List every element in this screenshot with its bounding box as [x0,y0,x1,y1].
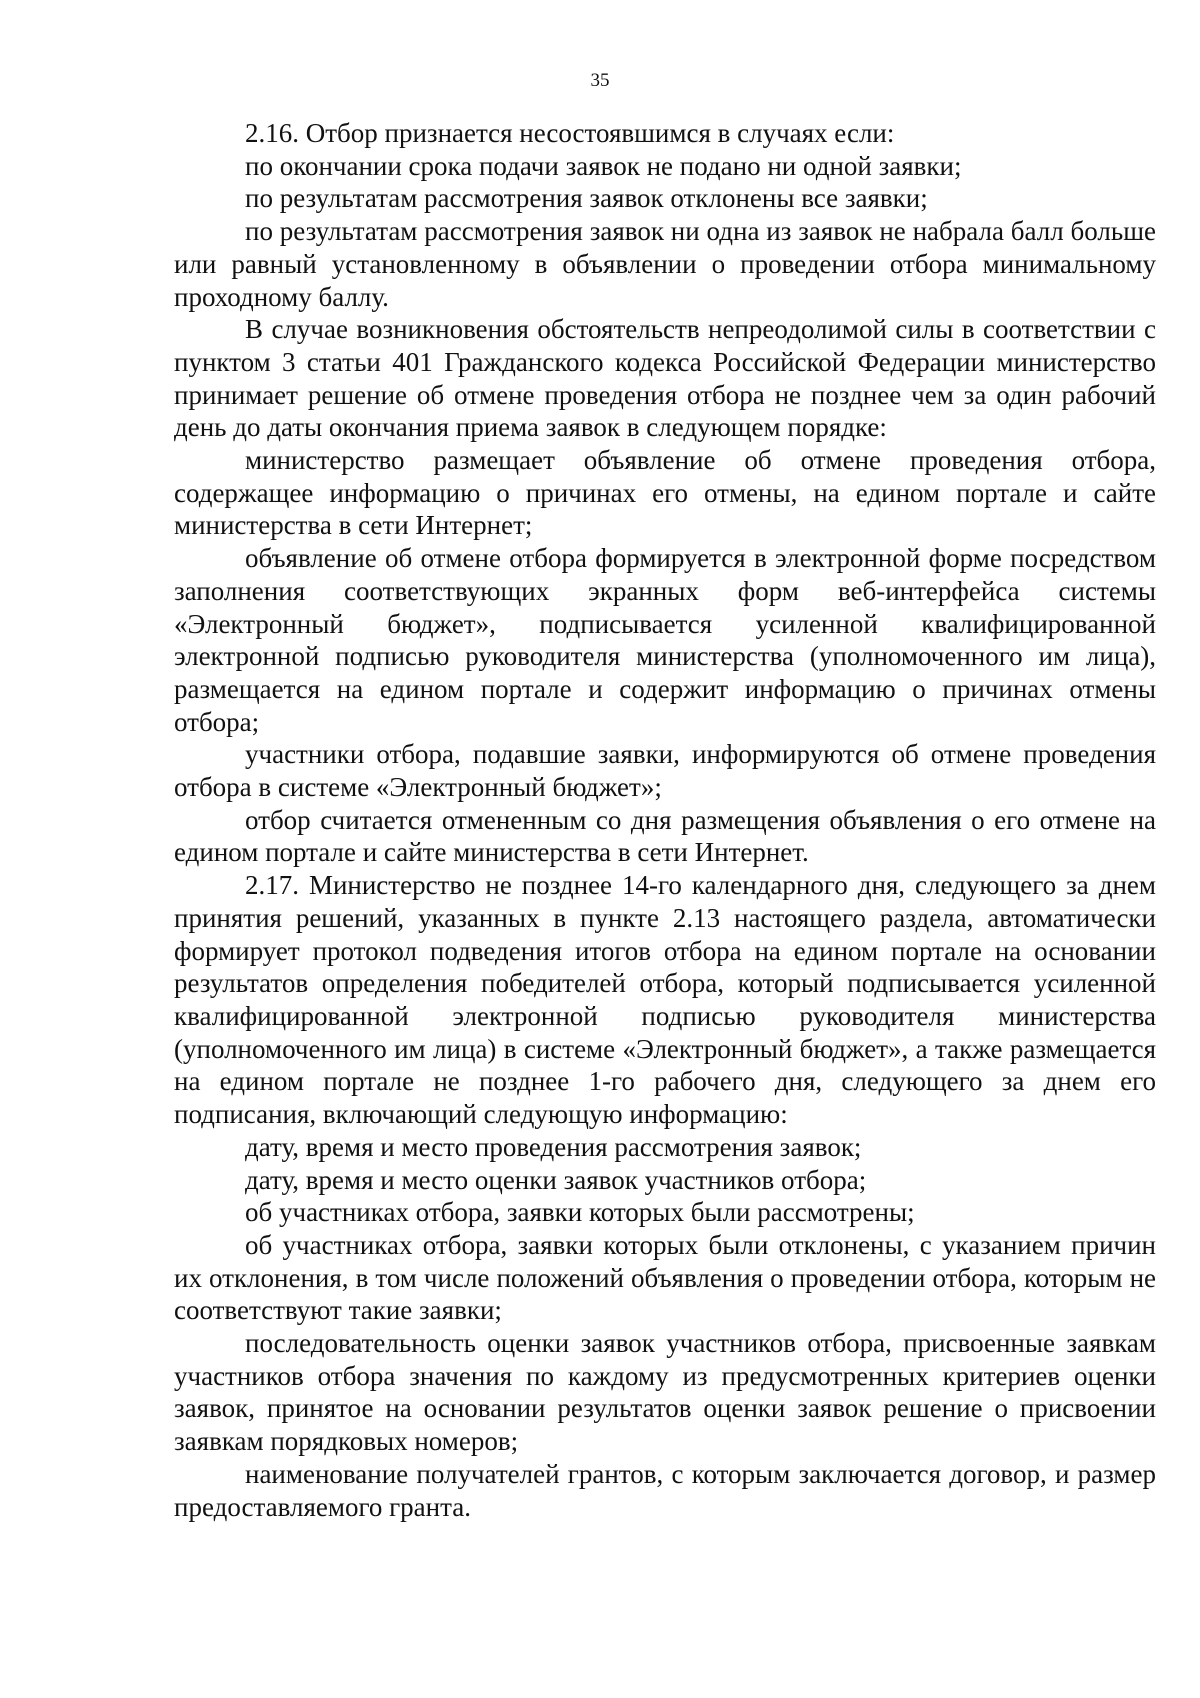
paragraph: объявление об отмене отбора формируется в электронной форме посредством заполнения соответствующих экранных форм веб-интерфейса системы «Электронный бюджет», подписывается усиленной квалифицированной электронной подписью руководителя министерства (уполномоченного им лица), размещается на едином портале и содержит информацию о причинах отмены отбора; [174,543,1156,737]
paragraph: последовательность оценки заявок участников отбора, присвоенные заявкам участников отбора значения по каждому из предусмотренных критериев оценки заявок, принятое на основании результатов оценки заявок решение о присвоении заявкам порядковых номеров; [174,1328,1156,1457]
paragraph: об участниках отбора, заявки которых были отклонены, с указанием причин их отклонения, в том числе положений объявления о проведении отбора, которым не соответствуют такие заявки; [174,1229,1156,1326]
paragraph: дату, время и место проведения рассмотрения заявок; [245,1131,862,1162]
paragraph: министерство размещает объявление об отмене проведения отбора, содержащее информацию о причинах его отмены, на едином портале и сайте министерства в сети Интернет; [174,445,1156,541]
paragraph: по результатам рассмотрения заявок отклонены все заявки; [245,183,928,214]
paragraph: по окончании срока подачи заявок не подано ни одной заявки; [245,150,962,181]
paragraph: об участниках отбора, заявки которых были рассмотрены; [245,1197,915,1228]
paragraph: 2.17. Министерство не позднее 14-го календарного дня, следующего за днем принятия решений, указанных в пункте 2.13 настоящего раздела, автоматически формирует протокол подведения итогов отбора на едином портале на основании результатов определения победителей отбора, который подписывается усиленной квалифицированной электронной подписью руководителя министерства (уполномоченного им лица) в системе «Электронный бюджет», а также размещается на едином портале не позднее 1-го рабочего дня, следующего за днем его подписания, включающий следующую информацию: [174,870,1156,1130]
paragraph: В случае возникновения обстоятельств непреодолимой силы в соответствии с пунктом 3 статьи 401 Гражданского кодекса Российской Федерации министерство принимает решение об отмене проведения отбора не позднее чем за один рабочий день до даты окончания приема заявок в следующем порядке: [174,314,1156,443]
paragraph: дату, время и место оценки заявок участников отбора; [245,1164,867,1195]
paragraph: по результатам рассмотрения заявок ни одна из заявок не набрала балл больше или равный установленному в объявлении о проведении отбора минимальному проходному баллу. [174,216,1156,312]
document-body [174,117,1156,1523]
paragraph: 2.16. Отбор признается несостоявшимся в случаях если: [245,118,895,148]
paragraph: наименование получателей грантов, с которым заключается договор, и размер предоставляемого гранта. [174,1458,1156,1522]
paragraph: участники отбора, подавшие заявки, информируются об отмене проведения отбора в системе «Электронный бюджет»; [174,739,1156,803]
paragraph: отбор считается отмененным со дня размещения объявления о его отмене на едином портале и сайте министерства в сети Интернет. [174,804,1156,868]
page-number: 35 [590,70,610,91]
